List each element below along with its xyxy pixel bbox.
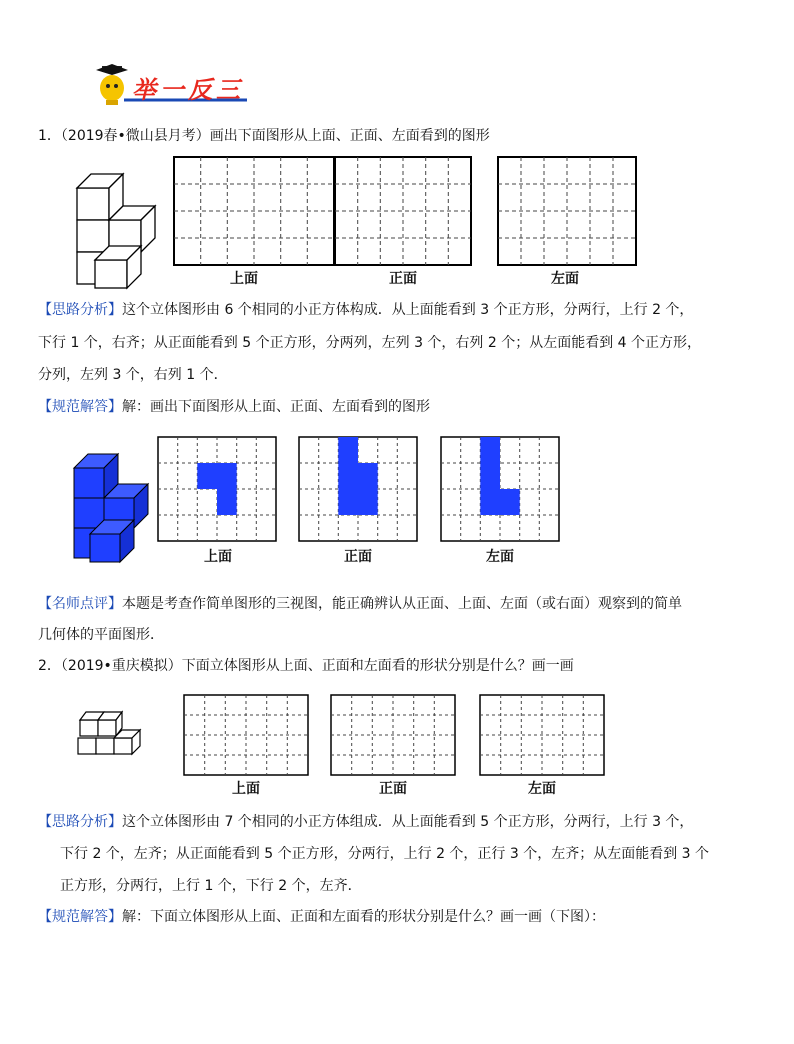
- q1-grid-top: [174, 157, 334, 265]
- q1-title: 1．（2019春•微山县月考）画出下面图形从上面、正面、左面看到的图形: [38, 128, 490, 144]
- q1-answer-grid-front: [299, 437, 417, 541]
- q1-label-top: 上面: [230, 271, 258, 287]
- q1-label-front: 正面: [389, 271, 417, 287]
- q1-analysis-line-3: 分列，左列 3 个，右列 1 个．: [38, 367, 228, 383]
- q1-answer-label-left: 左面: [486, 549, 514, 565]
- q2-analysis-line-3: 正方形，分两行，上行 1 个，下行 2 个，左齐．: [60, 878, 362, 894]
- q1-comment-line-1: [38, 594, 682, 614]
- q1-label-left: 左面: [551, 271, 579, 287]
- q1-analysis-line-1: [38, 300, 693, 320]
- q2-solid-figure: [76, 706, 146, 754]
- answer-tag: 【规范解答】: [38, 399, 122, 415]
- logo: [92, 62, 250, 108]
- analysis-text: 这个立体图形由 7 个相同的小正方体组成．从上面能看到 5 个正方形，分两行，上行 3 个，: [122, 814, 694, 830]
- q1-answer-grid-top: [158, 437, 276, 541]
- q1-answer-grid-left: [441, 437, 559, 541]
- q2-grid-top: [184, 695, 308, 775]
- logo-text: 举一反三: [132, 75, 244, 104]
- analysis-text: 这个立体图形由 6 个相同的小正方体构成．从上面能看到 3 个正方形，分两行，上行 2 个，: [122, 302, 694, 318]
- q2-analysis-line-2: 下行 2 个，左齐；从正面能看到 5 个正方形，分两行，上行 2 个，正行 3 个，左齐；从左面能看到 3 个: [60, 846, 710, 862]
- q2-grid-left: [480, 695, 604, 775]
- q1-analysis-line-2: 下行 1 个，右齐；从正面能看到 5 个正方形，分两列，左列 3 个，右列 2 个；从左面能看到 4 个正方形，: [38, 335, 702, 351]
- q2-title: 2．（2019•重庆模拟）下面立体图形从上面、正面和左面看的形状分别是什么？画一画: [38, 658, 574, 674]
- comment-tag: 【名师点评】: [38, 596, 122, 612]
- answer-tag: 【规范解答】: [38, 909, 122, 925]
- answer-text: 解：画出下面图形从上面、正面、左面看到的图形: [122, 399, 430, 415]
- q2-analysis-line-1: [38, 812, 693, 832]
- q1-answer-label-top: 上面: [204, 549, 232, 565]
- q1-comment-line-2: 几何体的平面图形．: [38, 627, 164, 643]
- comment-text: 本题是考查作简单图形的三视图，能正确辨认从正面、上面、左面（或右面）观察到的简单: [122, 596, 682, 612]
- answer-text: 解：下面立体图形从上面、正面和左面看的形状分别是什么？画一画（下图）：: [122, 909, 605, 925]
- q1-solid-figure-blue: [70, 440, 160, 570]
- q1-answer: [38, 397, 430, 417]
- q1-solid-figure: [75, 170, 165, 290]
- q1-grid-front: [335, 157, 471, 265]
- q2-label-top: 上面: [232, 781, 260, 797]
- q2-label-front: 正面: [379, 781, 407, 797]
- analysis-tag: 【思路分析】: [38, 814, 122, 830]
- q2-grid-front: [331, 695, 455, 775]
- q2-label-left: 左面: [528, 781, 556, 797]
- q1-answer-label-front: 正面: [344, 549, 372, 565]
- q1-grid-left: [498, 157, 636, 265]
- q2-answer: [38, 907, 605, 927]
- analysis-tag: 【思路分析】: [38, 302, 122, 318]
